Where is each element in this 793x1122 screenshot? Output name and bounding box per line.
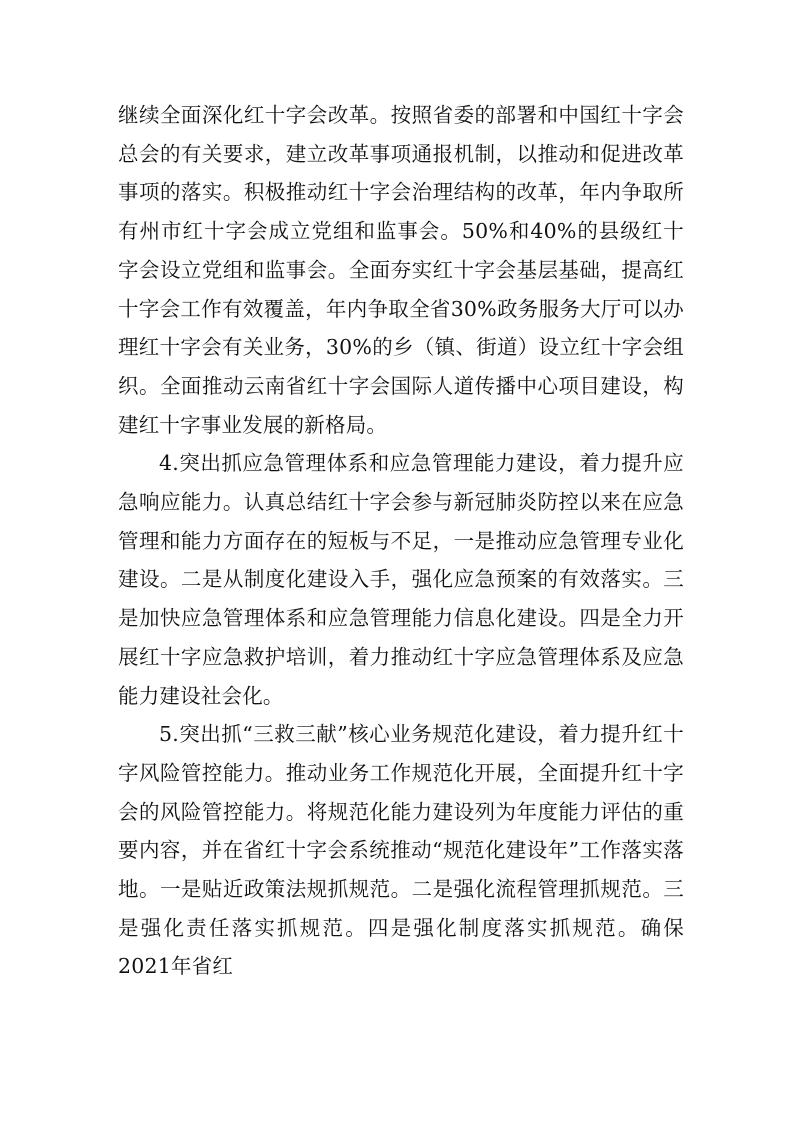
- paragraph-emergency-management: 4.突出抓应急管理体系和应急管理能力建设，着力提升应急响应能力。认真总结红十字会参与新冠肺炎防控以来在应急管理和能力方面存在的短板与不足，一是推动应急管理专业化建设。二是从制度化建设入手，强化应急预案的有效落实。三是加快应急管理体系和应急管理能力信息化建设。四是全力开展红十字应急救护培训，着力推动红十字应急管理体系及应急能力建设社会化。: [118, 451, 684, 708]
- paragraph-reform-continuation: 继续全面深化红十字会改革。按照省委的部署和中国红十字会总会的有关要求，建立改革事项通报机制，以推动和促进改革事项的落实。积极推动红十字会治理结构的改革，年内争取所有州市红十字会成立党组和监事会。50%和40%的县级红十字会设立党组和监事会。全面夯实红十字会基层基础，提高红十字会工作有效覆盖，年内争取全省30%政务服务大厅可以办理红十字会有关业务，30%的乡（镇、街道）设立红十字会组织。全面推动云南省红十字会国际人道传播中心项目建设，构建红十字事业发展的新格局。: [118, 103, 684, 437]
- document-body: [118, 96, 684, 986]
- paragraph-core-business-standardization: 5.突出抓“三救三献”核心业务规范化建设，着力提升红十字风险管控能力。推动业务工作规范化开展，全面提升红十字会的风险管控能力。将规范化能力建设列为年度能力评估的重要内容，并在省红十字会系统推动“规范化建设年”工作落实落地。一是贴近政策法规抓规范。二是强化流程管理抓规范。三是强化责任落实抓规范。四是强化制度落实抓规范。确保2021年省红: [118, 722, 684, 979]
